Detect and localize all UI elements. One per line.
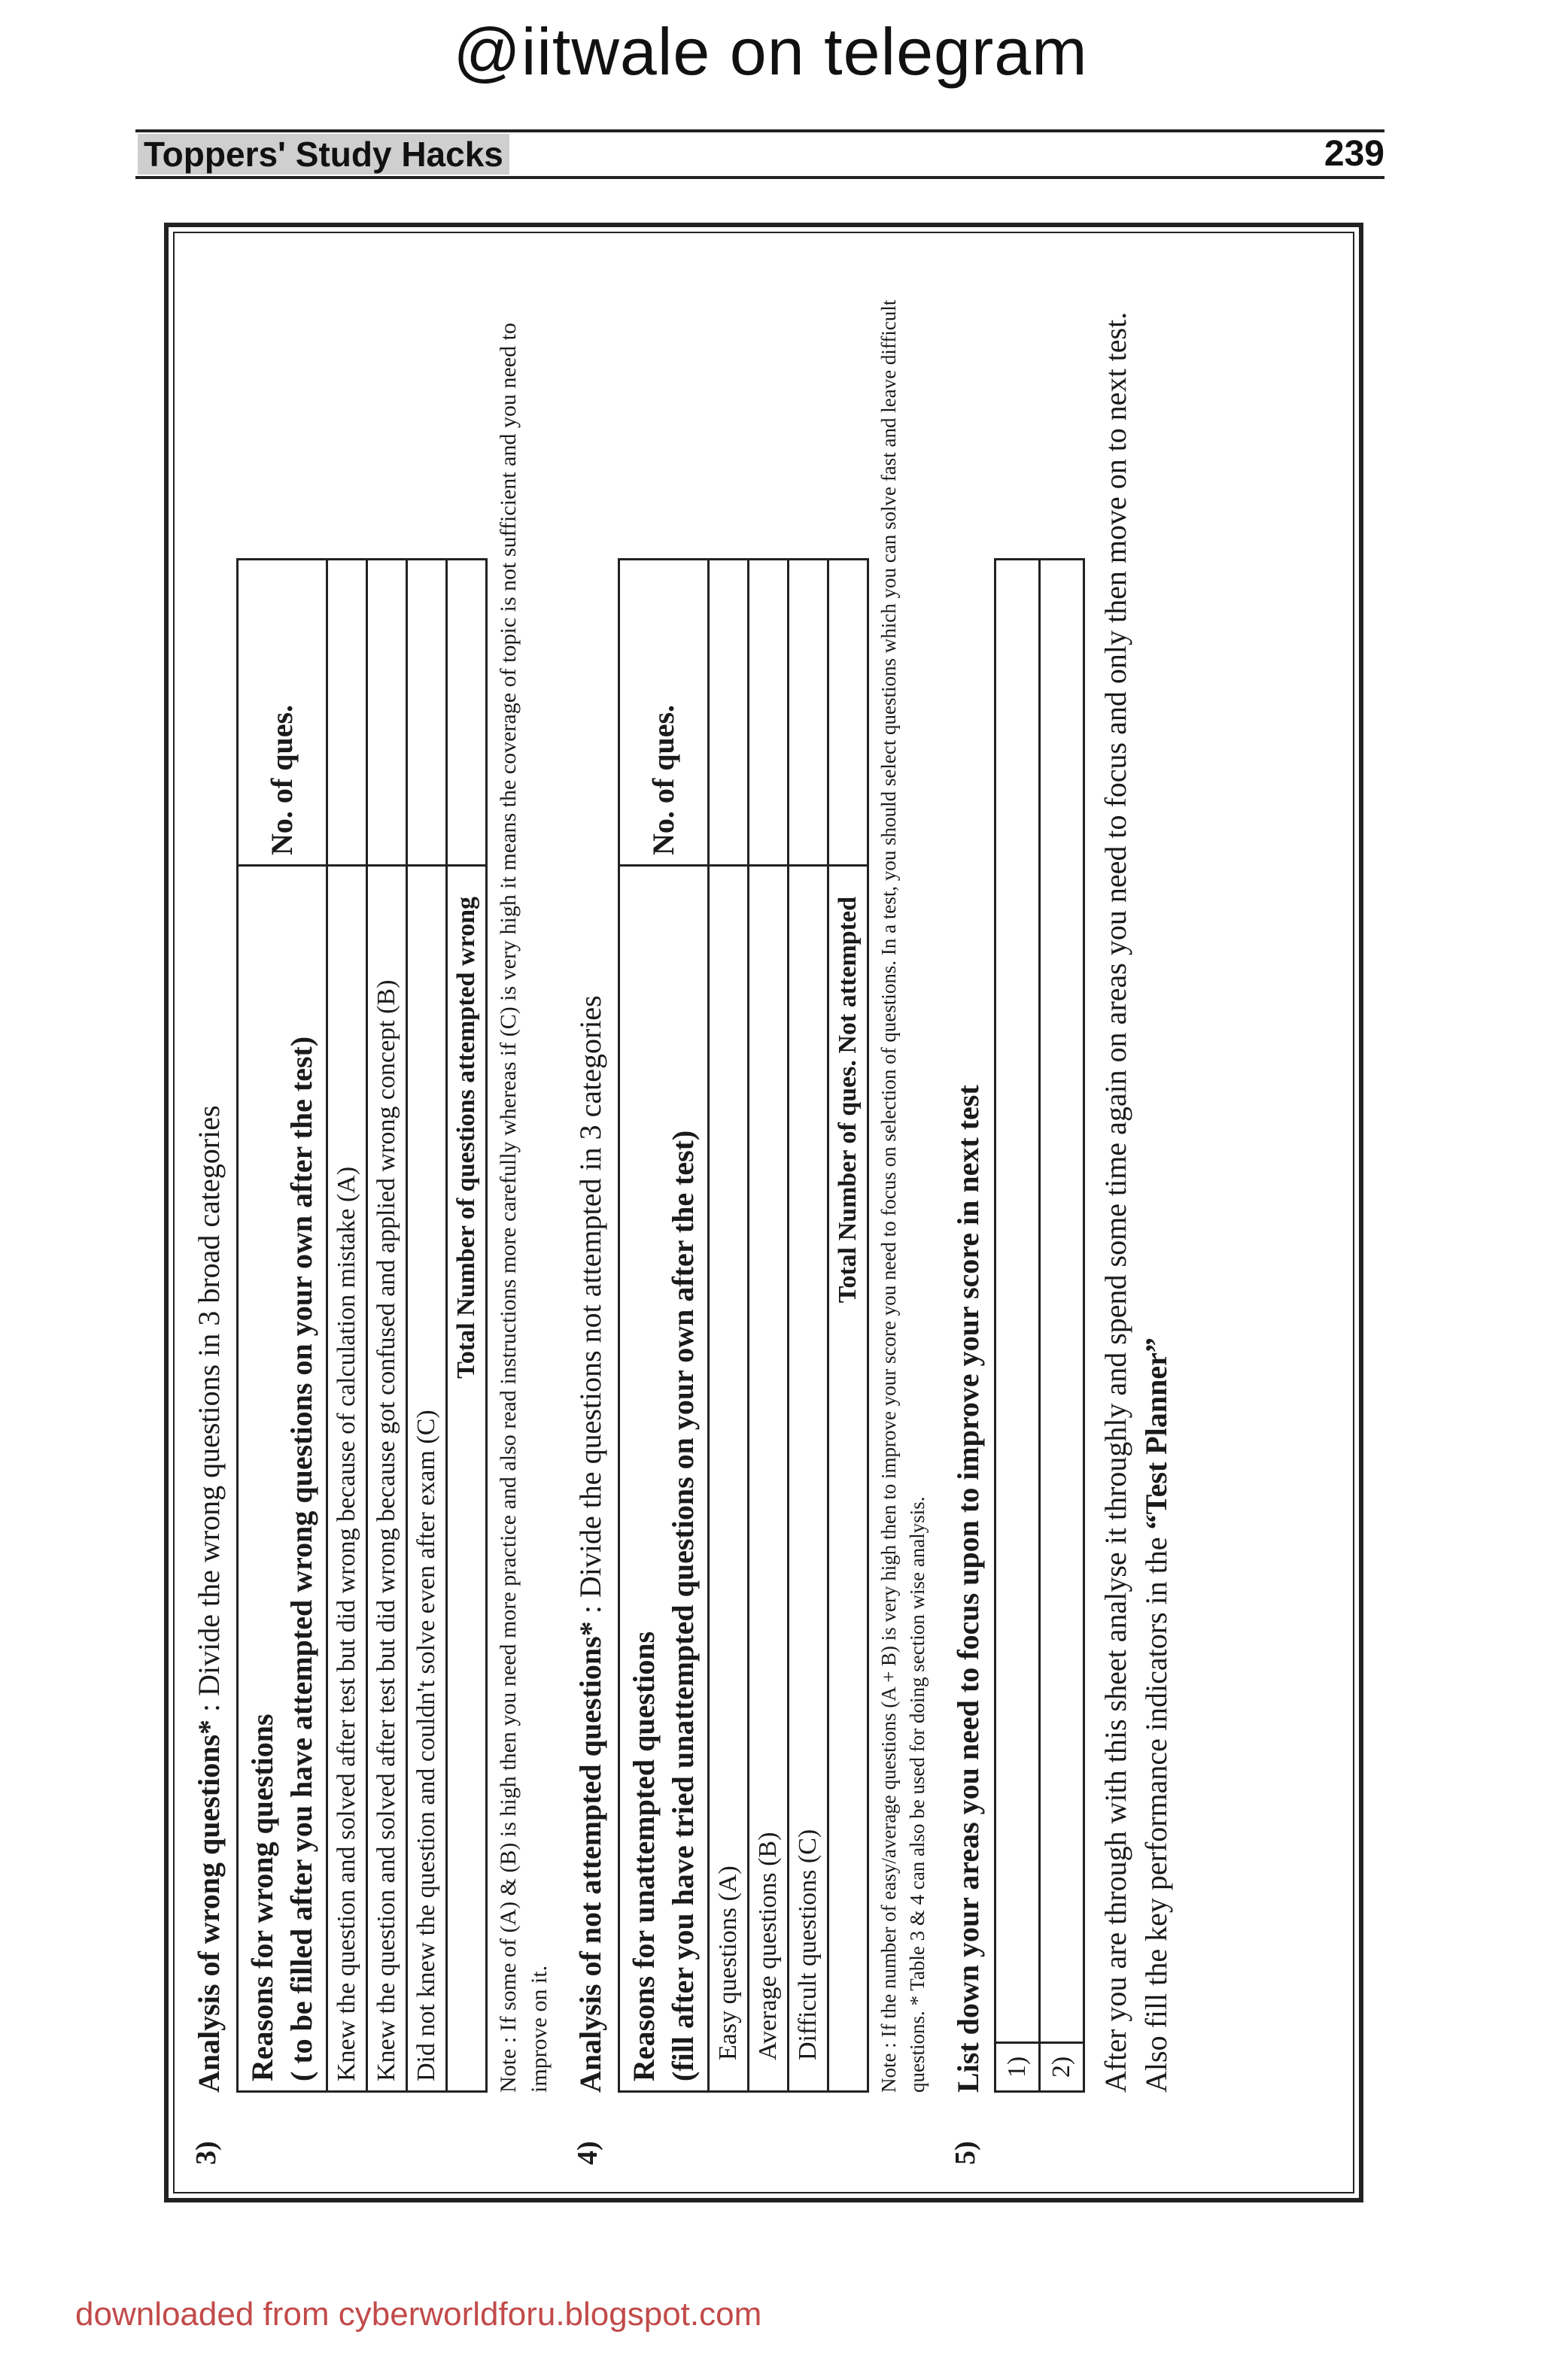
section-number: 5) [949, 2141, 981, 2165]
table-header-row [619, 560, 709, 2092]
table-total-row [447, 560, 487, 2092]
total-count-cell[interactable] [447, 560, 487, 866]
list-item [1039, 560, 1084, 2092]
count-cell[interactable] [709, 560, 749, 866]
table-header-count: No. of ques. [238, 560, 327, 866]
page-number: 239 [1324, 134, 1384, 174]
row-label: Average questions (B) [749, 866, 789, 2092]
table-row [789, 560, 828, 2092]
running-header-title: Toppers' Study Hacks [138, 134, 509, 175]
section-not-attempted [571, 263, 943, 2165]
rotated-worksheet-content [175, 241, 1341, 2187]
section-title: Analysis of not attempted questions* : Divide the questions not attempted in 3 categories [573, 995, 607, 2093]
section-number: 3) [190, 2141, 222, 2165]
list-item [995, 560, 1039, 2092]
section-number: 4) [572, 2141, 603, 2165]
row-label: Knew the question and solved after test but did wrong because of calculation mistake (A) [327, 866, 367, 2092]
table-row [327, 560, 367, 2092]
header-rule-top [135, 129, 1384, 132]
list-item-number: 2) [1039, 2043, 1084, 2092]
list-item-entry[interactable] [995, 560, 1039, 2043]
row-label: Easy questions (A) [709, 866, 749, 2092]
unattempted-questions-table [618, 558, 869, 2093]
table-row [749, 560, 789, 2092]
table-header-reasons: Reasons for wrong questions ( to be filled after you have attempted wrong questions on your own after the test) [238, 866, 327, 2092]
section-note: Note : If some of (A) & (B) is high then you need more practice and also read instructions more carefully whereas if (C) is very high it means the coverage of topic is not sufficient and you need to improve on it. [496, 323, 552, 2093]
section-focus-areas [949, 263, 1085, 2165]
wrong-questions-table [236, 558, 488, 2093]
table-header-count: No. of ques. [619, 560, 709, 866]
row-label: Knew the question and solved after test but did wrong because got confused and applied wrong concept (B) [367, 866, 407, 2092]
table-row [407, 560, 447, 2092]
count-cell[interactable] [327, 560, 367, 866]
table-row [709, 560, 749, 2092]
count-cell[interactable] [367, 560, 407, 866]
watermark-telegram: @iitwale on telegram [453, 14, 1088, 89]
worksheet-frame [173, 232, 1354, 2193]
table-header-row [238, 560, 327, 2092]
section-title: Analysis of wrong questions* : Divide the wrong questions in 3 broad categories [192, 1105, 226, 2093]
count-cell[interactable] [407, 560, 447, 866]
total-count-cell[interactable] [828, 560, 868, 866]
row-label: Did not knew the question and couldn't solve even after exam (C) [407, 866, 447, 2092]
row-label: Difficult questions (C) [789, 866, 828, 2092]
table-total-row [828, 560, 868, 2092]
list-item-number: 1) [995, 2043, 1039, 2092]
watermark-download-source: downloaded from cyberworldforu.blogspot.com [75, 2296, 762, 2333]
total-label: Total Number of questions attempted wrong [447, 866, 487, 2092]
closing-instructions: After you are through with this sheet analyse it throughly and spend some time again on areas you need to focus and only then move on to next test. Also fill the key performance indicators in the “Test Planner” [1098, 311, 1173, 2093]
count-cell[interactable] [789, 560, 828, 866]
table-row [367, 560, 407, 2092]
total-label: Total Number of ques. Not attempted [828, 866, 868, 2092]
list-item-entry[interactable] [1039, 560, 1084, 2043]
count-cell[interactable] [749, 560, 789, 866]
table-header-reasons: Reasons for unattempted questions (fill after you have tried unattempted questions on your own after the test) [619, 866, 709, 2092]
section-note: Note : If the number of easy/average questions (A + B) is very high then to improve your score you need to focus on selection of questions. In a test, you should select questions which you can solve fast and leave difficult questions. * Table 3 & 4 can also be used for doing section wise analysis. [877, 299, 929, 2093]
section-wrong-questions [190, 263, 565, 2165]
focus-areas-list [994, 558, 1085, 2093]
section-title: List down your areas you need to focus upon to improve your score in next test [950, 1085, 985, 2093]
header-rule-bottom [135, 176, 1384, 179]
